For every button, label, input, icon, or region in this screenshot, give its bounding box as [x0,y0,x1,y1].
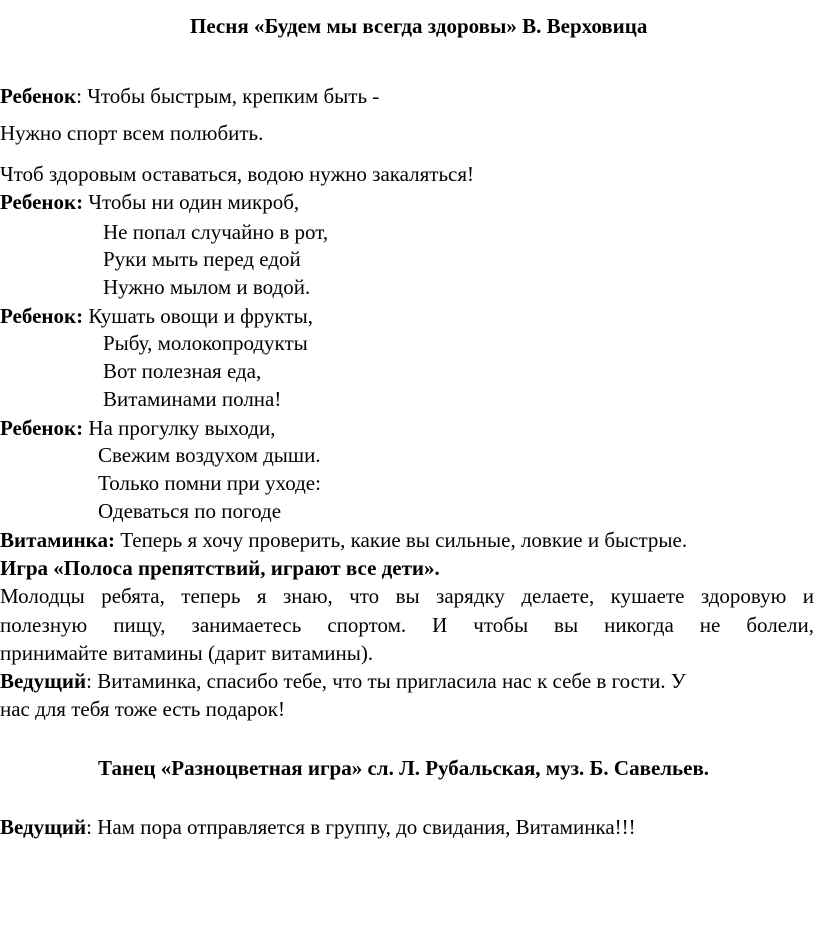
line-19: полезную пищу, занимаетесь спортом. И чтобы вы никогда не болели, [0,613,814,637]
game-heading: Игра «Полоса препятствий, играют все дети». [0,556,440,580]
line-11: Витаминами полна! [103,387,282,411]
speaker-label: Ведущий [0,669,87,693]
line-1 [0,84,816,108]
line-8 [0,304,816,328]
line-21 [0,669,814,693]
line-text: На прогулку выходи, [83,416,276,440]
speaker-label: Ребенок: [0,190,84,214]
speaker-label: Ребенок: [0,304,84,328]
line-text: : Нам пора отправляется в группу, до свидания, Витаминка!!! [86,815,636,839]
line-text: : Витаминка, спасибо тебе, что ты пригласила нас к себе в гости. У [86,669,686,693]
line-16 [0,528,816,552]
speaker-label: Витаминка: [0,528,115,552]
line-20: принимайте витамины (дарит витамины). [0,641,374,665]
line-12 [0,416,816,440]
dance-heading: Танец «Разноцветная игра» сл. Л. Рубальская, муз. Б. Савельев. [98,756,710,780]
line-5: Не попал случайно в рот, [103,220,329,244]
line-4 [0,190,816,214]
line-6: Руки мыть перед едой [103,247,301,271]
line-9: Рыбу, молокопродукты [103,331,308,355]
line-23 [0,815,816,839]
line-3: Чтоб здоровым оставаться, водою нужно закаляться! [0,162,475,186]
line-18: Молодцы ребята, теперь я знаю, что вы зарядку делаете, кушаете здоровую и [0,584,814,608]
line-22: нас для тебя тоже есть подарок! [0,697,285,721]
speaker-label: Ребенок [0,84,77,108]
line-10: Вот полезная еда, [103,359,262,383]
line-7: Нужно мылом и водой. [103,275,311,299]
speaker-label: Ведущий [0,815,87,839]
line-13: Свежим воздухом дыши. [98,443,321,467]
line-text: Кушать овощи и фрукты, [83,304,313,328]
line-text: Чтобы ни один микроб, [83,190,300,214]
line-text: Теперь я хочу проверить, какие вы сильные, ловкие и быстрые. [114,528,688,552]
line-2: Нужно спорт всем полюбить. [0,121,264,145]
line-text: : Чтобы быстрым, крепким быть - [76,84,380,108]
line-14: Только помни при уходе: [98,471,321,495]
speaker-label: Ребенок: [0,416,84,440]
song-title: Песня «Будем мы всегда здоровы» В. Верховица [190,14,648,38]
line-15: Одеваться по погоде [98,499,282,523]
